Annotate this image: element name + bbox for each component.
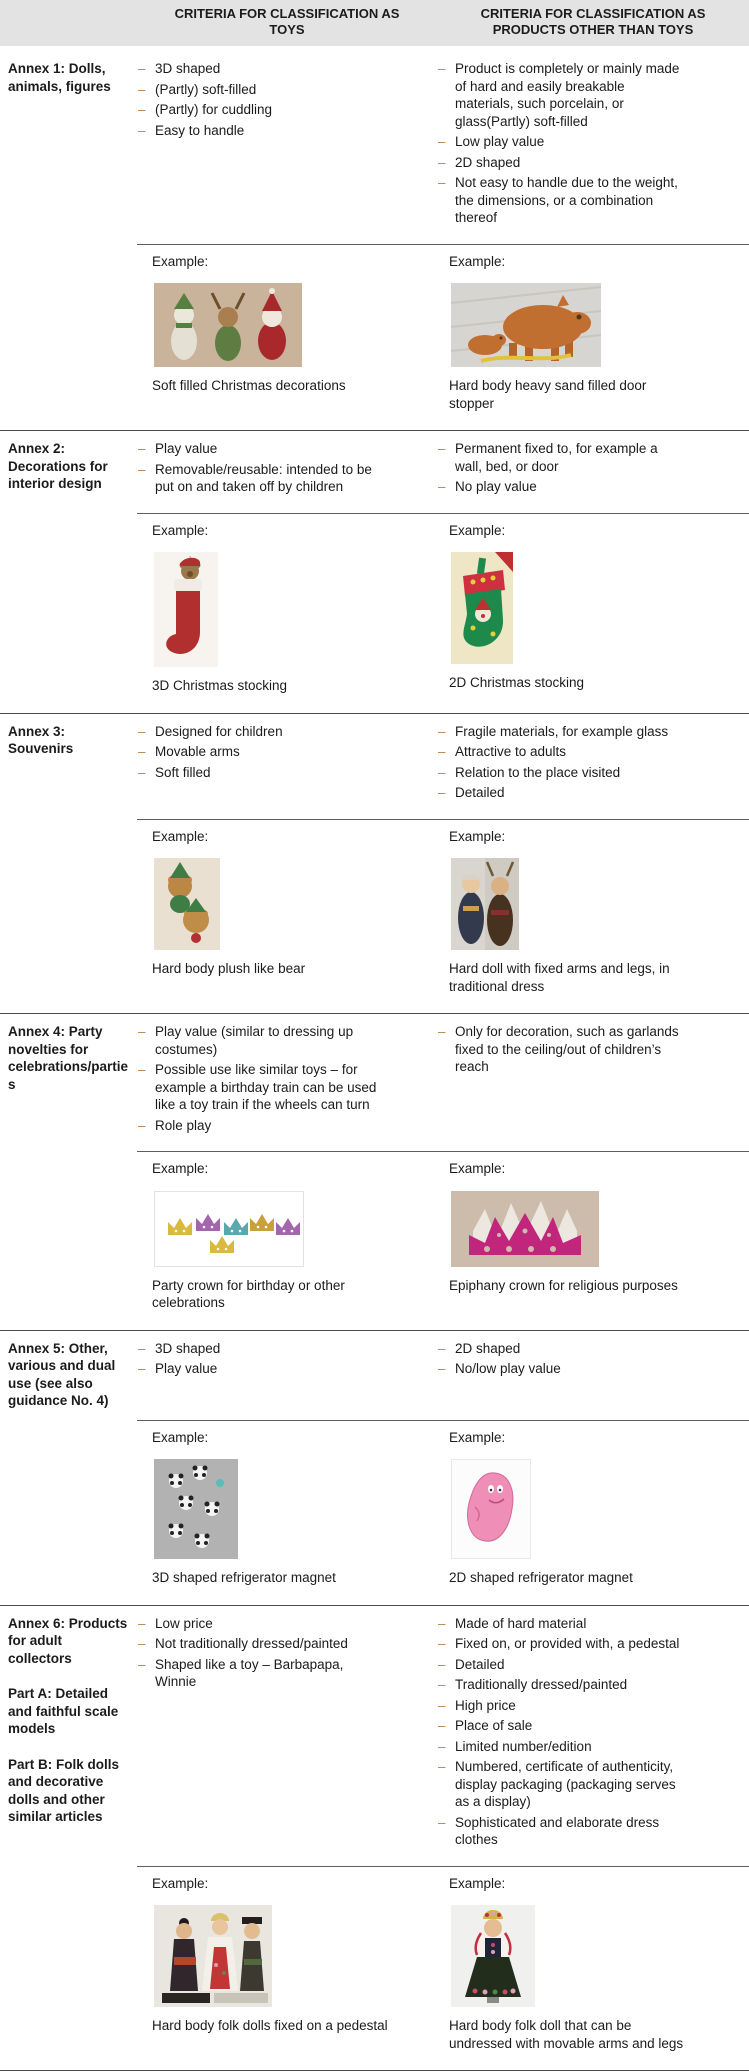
annex-2-row	[0, 430, 749, 713]
other-criteria-list	[437, 723, 682, 802]
photo-party-crowns	[154, 1191, 304, 1267]
example-label: Example:	[449, 1429, 506, 1445]
examples-strip	[137, 1420, 749, 1605]
example-caption: Epiphany crown for religious purposes	[449, 1277, 678, 1293]
example-caption: Hard body heavy sand filled door stopper	[449, 378, 647, 411]
toys-example	[137, 522, 437, 695]
criteria-item: – Only for decoration, such as garlands fixed to the ceiling/out of children’s reach	[437, 1023, 682, 1076]
criteria-item: – Fixed on, or provided with, a pedestal	[437, 1635, 682, 1653]
examples-strip	[137, 244, 749, 431]
criteria-item: – Relation to the place visited	[437, 764, 682, 782]
annex-4-row	[0, 1013, 749, 1330]
example-caption: 3D Christmas stocking	[152, 678, 288, 693]
other-example	[437, 1875, 749, 2053]
example-caption: Hard body folk dolls fixed on a pedestal	[152, 2018, 388, 2033]
other-criteria	[437, 1331, 749, 1420]
example-label: Example:	[449, 1875, 506, 1891]
toys-criteria-list	[137, 1340, 382, 1378]
photo-folk-dolls-on-pedestal	[154, 1905, 272, 2007]
annex-label-line: Annex 2: Decorations for interior design	[8, 441, 108, 491]
toys-criteria	[137, 431, 437, 513]
photo-traditional-dress-dolls	[451, 858, 519, 950]
criteria-item: – Limited number/edition	[437, 1738, 682, 1756]
photo-plush-like-bear	[154, 858, 220, 950]
examples-strip	[137, 1151, 749, 1330]
annex-label-line: Annex 1: Dolls, animals, figures	[8, 61, 111, 94]
example-label: Example:	[152, 253, 209, 269]
example-caption: Party crown for birthday or other celebrations	[152, 1277, 345, 1310]
other-criteria-list	[437, 1023, 682, 1076]
other-example	[437, 1429, 749, 1587]
criteria-item: – Place of sale	[437, 1717, 682, 1735]
criteria-item: – 3D shaped	[137, 60, 382, 78]
criteria-item: – Shaped like a toy – Barbapapa, Winnie	[137, 1656, 382, 1691]
example-caption: Hard body folk doll that can be undressed with movable arms and legs	[449, 2018, 684, 2051]
criteria-item: – Role play	[137, 1117, 382, 1135]
examples-strip	[137, 513, 749, 713]
header-toys-column: CRITERIA FOR CLASSIFICATION AS TOYS	[174, 6, 400, 37]
example-caption: 2D shaped refrigerator magnet	[449, 1570, 633, 1585]
other-example	[437, 1160, 749, 1312]
photo-2d-christmas-stocking	[451, 552, 513, 664]
other-criteria	[437, 714, 749, 819]
examples-strip	[137, 1866, 749, 2071]
criteria-item: – (Partly) soft-filled	[137, 81, 382, 99]
criteria-item: – Attractive to adults	[437, 743, 682, 761]
annex-label-line: Part A: Detailed and faithful scale models	[8, 1686, 119, 1736]
criteria-item: – Soft filled	[137, 764, 382, 782]
criteria-item: – Permanent fixed to, for example a wall, bed, or door	[437, 440, 682, 475]
photo-epiphany-crown	[451, 1191, 599, 1267]
example-caption: Hard doll with fixed arms and legs, in traditional dress	[449, 961, 670, 994]
example-label: Example:	[152, 522, 209, 538]
example-label: Example:	[449, 1161, 506, 1176]
annex-3-row	[0, 713, 749, 1014]
toys-criteria	[137, 1014, 437, 1151]
annex-label-line: Annex 5: Other, various and dual use (see also guidance No. 4)	[8, 1340, 116, 1408]
toys-criteria-list	[137, 440, 382, 496]
criteria-item: – Possible use like similar toys – for example a birthday train can be used like a toy train if the wheels can turn	[137, 1061, 382, 1114]
other-criteria-list	[437, 60, 682, 227]
criteria-item: – Sophisticated and elaborate dress clothes	[437, 1814, 682, 1849]
criteria-item: – Not easy to handle due to the weight, the dimensions, or a combination thereof	[437, 174, 682, 227]
table-header	[0, 0, 749, 46]
criteria-item: – Play value (similar to dressing up costumes)	[137, 1023, 382, 1058]
other-criteria	[437, 431, 749, 513]
annex-label-line: Part B: Folk dolls and decorative dolls and other similar articles	[8, 1756, 120, 1824]
other-criteria-list	[437, 1340, 682, 1378]
criteria-item: – Not traditionally dressed/painted	[137, 1635, 382, 1653]
annex-5-row	[0, 1330, 749, 1605]
example-caption: 3D shaped refrigerator magnet	[152, 1570, 336, 1585]
other-example	[437, 522, 749, 695]
other-criteria	[437, 1014, 749, 1151]
example-label: Example:	[152, 1161, 209, 1176]
photo-folk-doll-movable-limbs	[451, 1905, 535, 2007]
criteria-item: – High price	[437, 1697, 682, 1715]
photo-2d-pink-magnet	[451, 1459, 531, 1559]
toys-criteria-list	[137, 60, 382, 139]
example-label: Example:	[152, 828, 209, 844]
toys-criteria-list	[137, 723, 382, 782]
other-criteria	[437, 1606, 749, 1866]
criteria-item: – Detailed	[437, 1656, 682, 1674]
criteria-item: – Product is completely or mainly made of hard and easily breakable materials, such porcelain, or glass(Partly) soft-filled	[437, 60, 682, 130]
example-label: Example:	[152, 1429, 209, 1445]
other-example	[437, 828, 749, 996]
annex-label-line: Annex 6: Products for adult collectors	[8, 1615, 128, 1666]
example-caption: Hard body plush like bear	[152, 961, 306, 976]
criteria-item: – Play value	[137, 440, 382, 458]
criteria-item: – Fragile materials, for example glass	[437, 723, 682, 741]
annex-label	[0, 714, 137, 819]
other-criteria-list	[437, 440, 682, 496]
examples-strip	[137, 819, 749, 1014]
annex-label	[0, 1606, 137, 1866]
toys-criteria	[137, 51, 437, 244]
criteria-item: – Designed for children	[137, 723, 382, 741]
toys-example	[137, 1875, 437, 2053]
criteria-item: – 2D shaped	[437, 1340, 682, 1358]
annex-label	[0, 1331, 137, 1420]
criteria-item: – Movable arms	[137, 743, 382, 761]
toys-criteria-list	[137, 1023, 382, 1134]
example-label: Example:	[449, 522, 506, 538]
example-label: Example:	[449, 828, 506, 844]
criteria-item: – (Partly) for cuddling	[137, 101, 382, 119]
criteria-item: – Play value	[137, 1360, 382, 1378]
example-label: Example:	[449, 253, 506, 269]
criteria-item: – Traditionally dressed/painted	[437, 1676, 682, 1694]
criteria-item: – No play value	[437, 478, 682, 496]
other-criteria-list	[437, 1615, 682, 1849]
annex-label	[0, 51, 137, 244]
photo-hippo-door-stopper	[451, 283, 601, 367]
example-label: Example:	[152, 1875, 209, 1891]
criteria-item: – Detailed	[437, 784, 682, 802]
annex-label-line: Annex 4: Party novelties for celebrations/parties	[8, 1024, 129, 1092]
annex-1-row	[0, 51, 749, 430]
toys-criteria	[137, 714, 437, 819]
toys-criteria-list	[137, 1615, 382, 1691]
criteria-item: – Removable/reusable: intended to be put on and taken off by children	[137, 461, 382, 496]
toys-example	[137, 828, 437, 996]
toys-criteria	[137, 1606, 437, 1866]
toys-example	[137, 253, 437, 413]
annex-label	[0, 431, 137, 513]
photo-3d-panda-magnets	[154, 1459, 238, 1559]
criteria-item: – Numbered, certificate of authenticity, display packaging (packaging serves as a display)	[437, 1758, 682, 1811]
criteria-item: – 2D shaped	[437, 154, 682, 172]
criteria-item: – Easy to handle	[137, 122, 382, 140]
other-criteria	[437, 51, 749, 244]
annex-label-line: Annex 3: Souvenirs	[8, 723, 74, 756]
example-caption: Soft filled Christmas decorations	[152, 378, 346, 393]
criteria-item: – Low play value	[437, 133, 682, 151]
annex-6-row	[0, 1605, 749, 2071]
other-example	[437, 253, 749, 413]
annex-label	[0, 1014, 137, 1151]
criteria-item: – 3D shaped	[137, 1340, 382, 1358]
criteria-item: – Low price	[137, 1615, 382, 1633]
criteria-item: – No/low play value	[437, 1360, 682, 1378]
toys-criteria	[137, 1331, 437, 1420]
toys-example	[137, 1429, 437, 1587]
toys-example	[137, 1160, 437, 1312]
example-caption: 2D Christmas stocking	[449, 675, 585, 690]
photo-soft-filled-christmas-decorations	[154, 283, 302, 367]
photo-3d-christmas-stocking	[154, 552, 218, 667]
criteria-item: – Made of hard material	[437, 1615, 682, 1633]
header-other-column: CRITERIA FOR CLASSIFICATION AS PRODUCTS OTHER THAN TOYS	[480, 6, 706, 37]
